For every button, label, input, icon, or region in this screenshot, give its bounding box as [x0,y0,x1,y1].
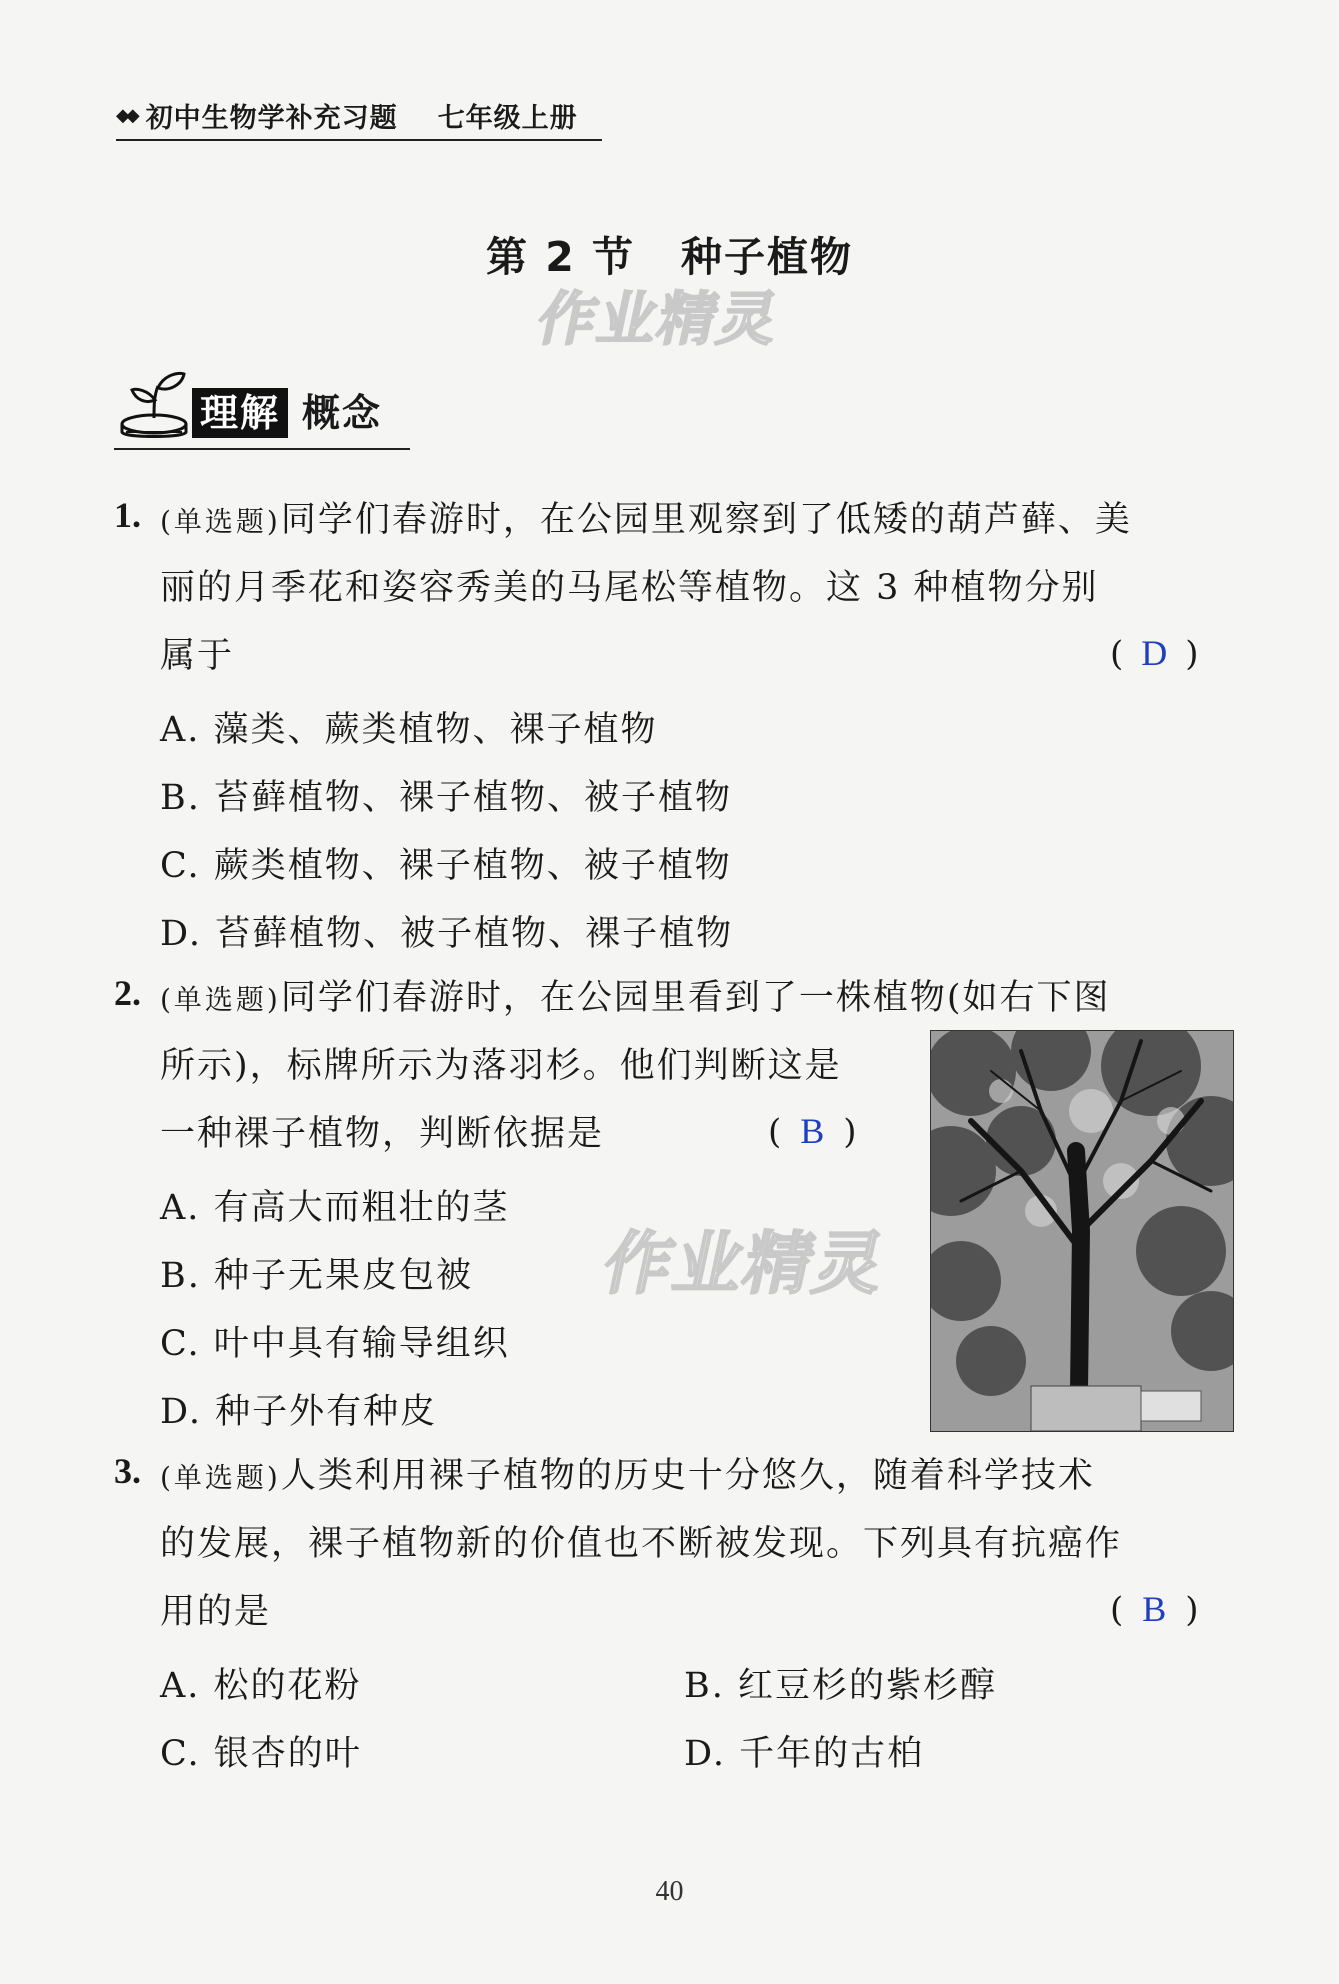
section-number: 第 2 节 [485,233,636,281]
option-d: D. 千年的古柏 [684,1734,925,1774]
seedling-dish-icon [114,366,194,446]
answer-bracket: ( D ) [1110,633,1199,674]
book-title: 初中生物学补充习题 [145,103,398,134]
section-name: 种子植物 [681,233,854,281]
option-c: C. 叶中具有输导组织 [160,1324,510,1364]
question-type-tag: (单选题) [160,983,281,1016]
bald-cypress-tree-photo [930,1030,1234,1432]
option-b: B. 苔藓植物、裸子植物、被子植物 [160,778,732,818]
option-a: A. 松的花粉 [160,1666,362,1706]
option-b: B. 种子无果皮包被 [160,1256,473,1296]
option-d: D. 苔藓植物、被子植物、裸子植物 [160,914,734,954]
answer: B [800,1111,825,1151]
option-a: A. 有高大而粗壮的茎 [160,1188,510,1228]
grade-label: 七年级上册 [437,103,578,134]
page-number: 40 [655,1876,684,1907]
question-type-tag: (单选题) [160,505,281,538]
banner-text: 概念 [302,391,383,435]
question-type-tag: (单选题) [160,1461,281,1494]
answer-bracket: ( B ) [768,1111,857,1152]
answer: B [1142,1589,1167,1629]
option-c: C. 银杏的叶 [160,1734,362,1774]
option-c: C. 蕨类植物、裸子植物、被子植物 [160,846,732,886]
concept-banner [114,366,410,450]
option-a: A. 藻类、蕨类植物、裸子植物 [160,710,658,750]
banner-highlight: 理解 [192,388,288,438]
question-number: 3. [114,1451,141,1491]
running-header [116,96,602,141]
watermark: 作业精灵 [531,285,787,353]
diamond-bullet-icon: ◆◆ [116,105,136,126]
question-number: 2. [114,973,141,1013]
answer: D [1141,633,1168,673]
option-d: D. 种子外有种皮 [160,1392,438,1432]
page: ◆◆ 初中生物学补充习题 七年级上册 第 2 节 种子植物 作业精灵 理解 概念 1. (单选题)同学们春游时，在公园里观察到了低矮的葫芦藓、美 丽的月季花和姿容秀美的马尾松等植物。这 3 种植物分别 属于 ( D ) A. 藻类、蕨类植物、裸子植物 B. 苔藓植物、裸子植物、被子植物 C. 蕨类植物、裸子植物、被子植物 D. 苔藓植物、被子植物、裸子植物 2. (单选题)同学们春游时，在公园里看到了一株植物(如右下图 所示)，标牌所示为落羽杉。他们判断这是 一种裸子植物，判断依据是 ( B ) A. 有高大而粗壮的茎 B. 种子无果皮包被 C. 叶中具有输导组织 D. 种子外有种皮 作业精灵 3. (单选题)人类利用裸子植物的历史十分悠久，随着科学技术 的发展，裸子植物新的价值也不断被发现。下列具有抗癌作 用的是 ( B ) A. 松的花粉 B. 红豆杉的紫杉醇 C. 银杏的叶 D. 千年的古柏 40 [0,0,1339,1984]
answer-bracket: ( B ) [1110,1589,1199,1630]
question-number: 1. [114,495,141,535]
option-b: B. 红豆杉的紫杉醇 [684,1666,997,1706]
watermark: 作业精灵 [596,1225,894,1304]
